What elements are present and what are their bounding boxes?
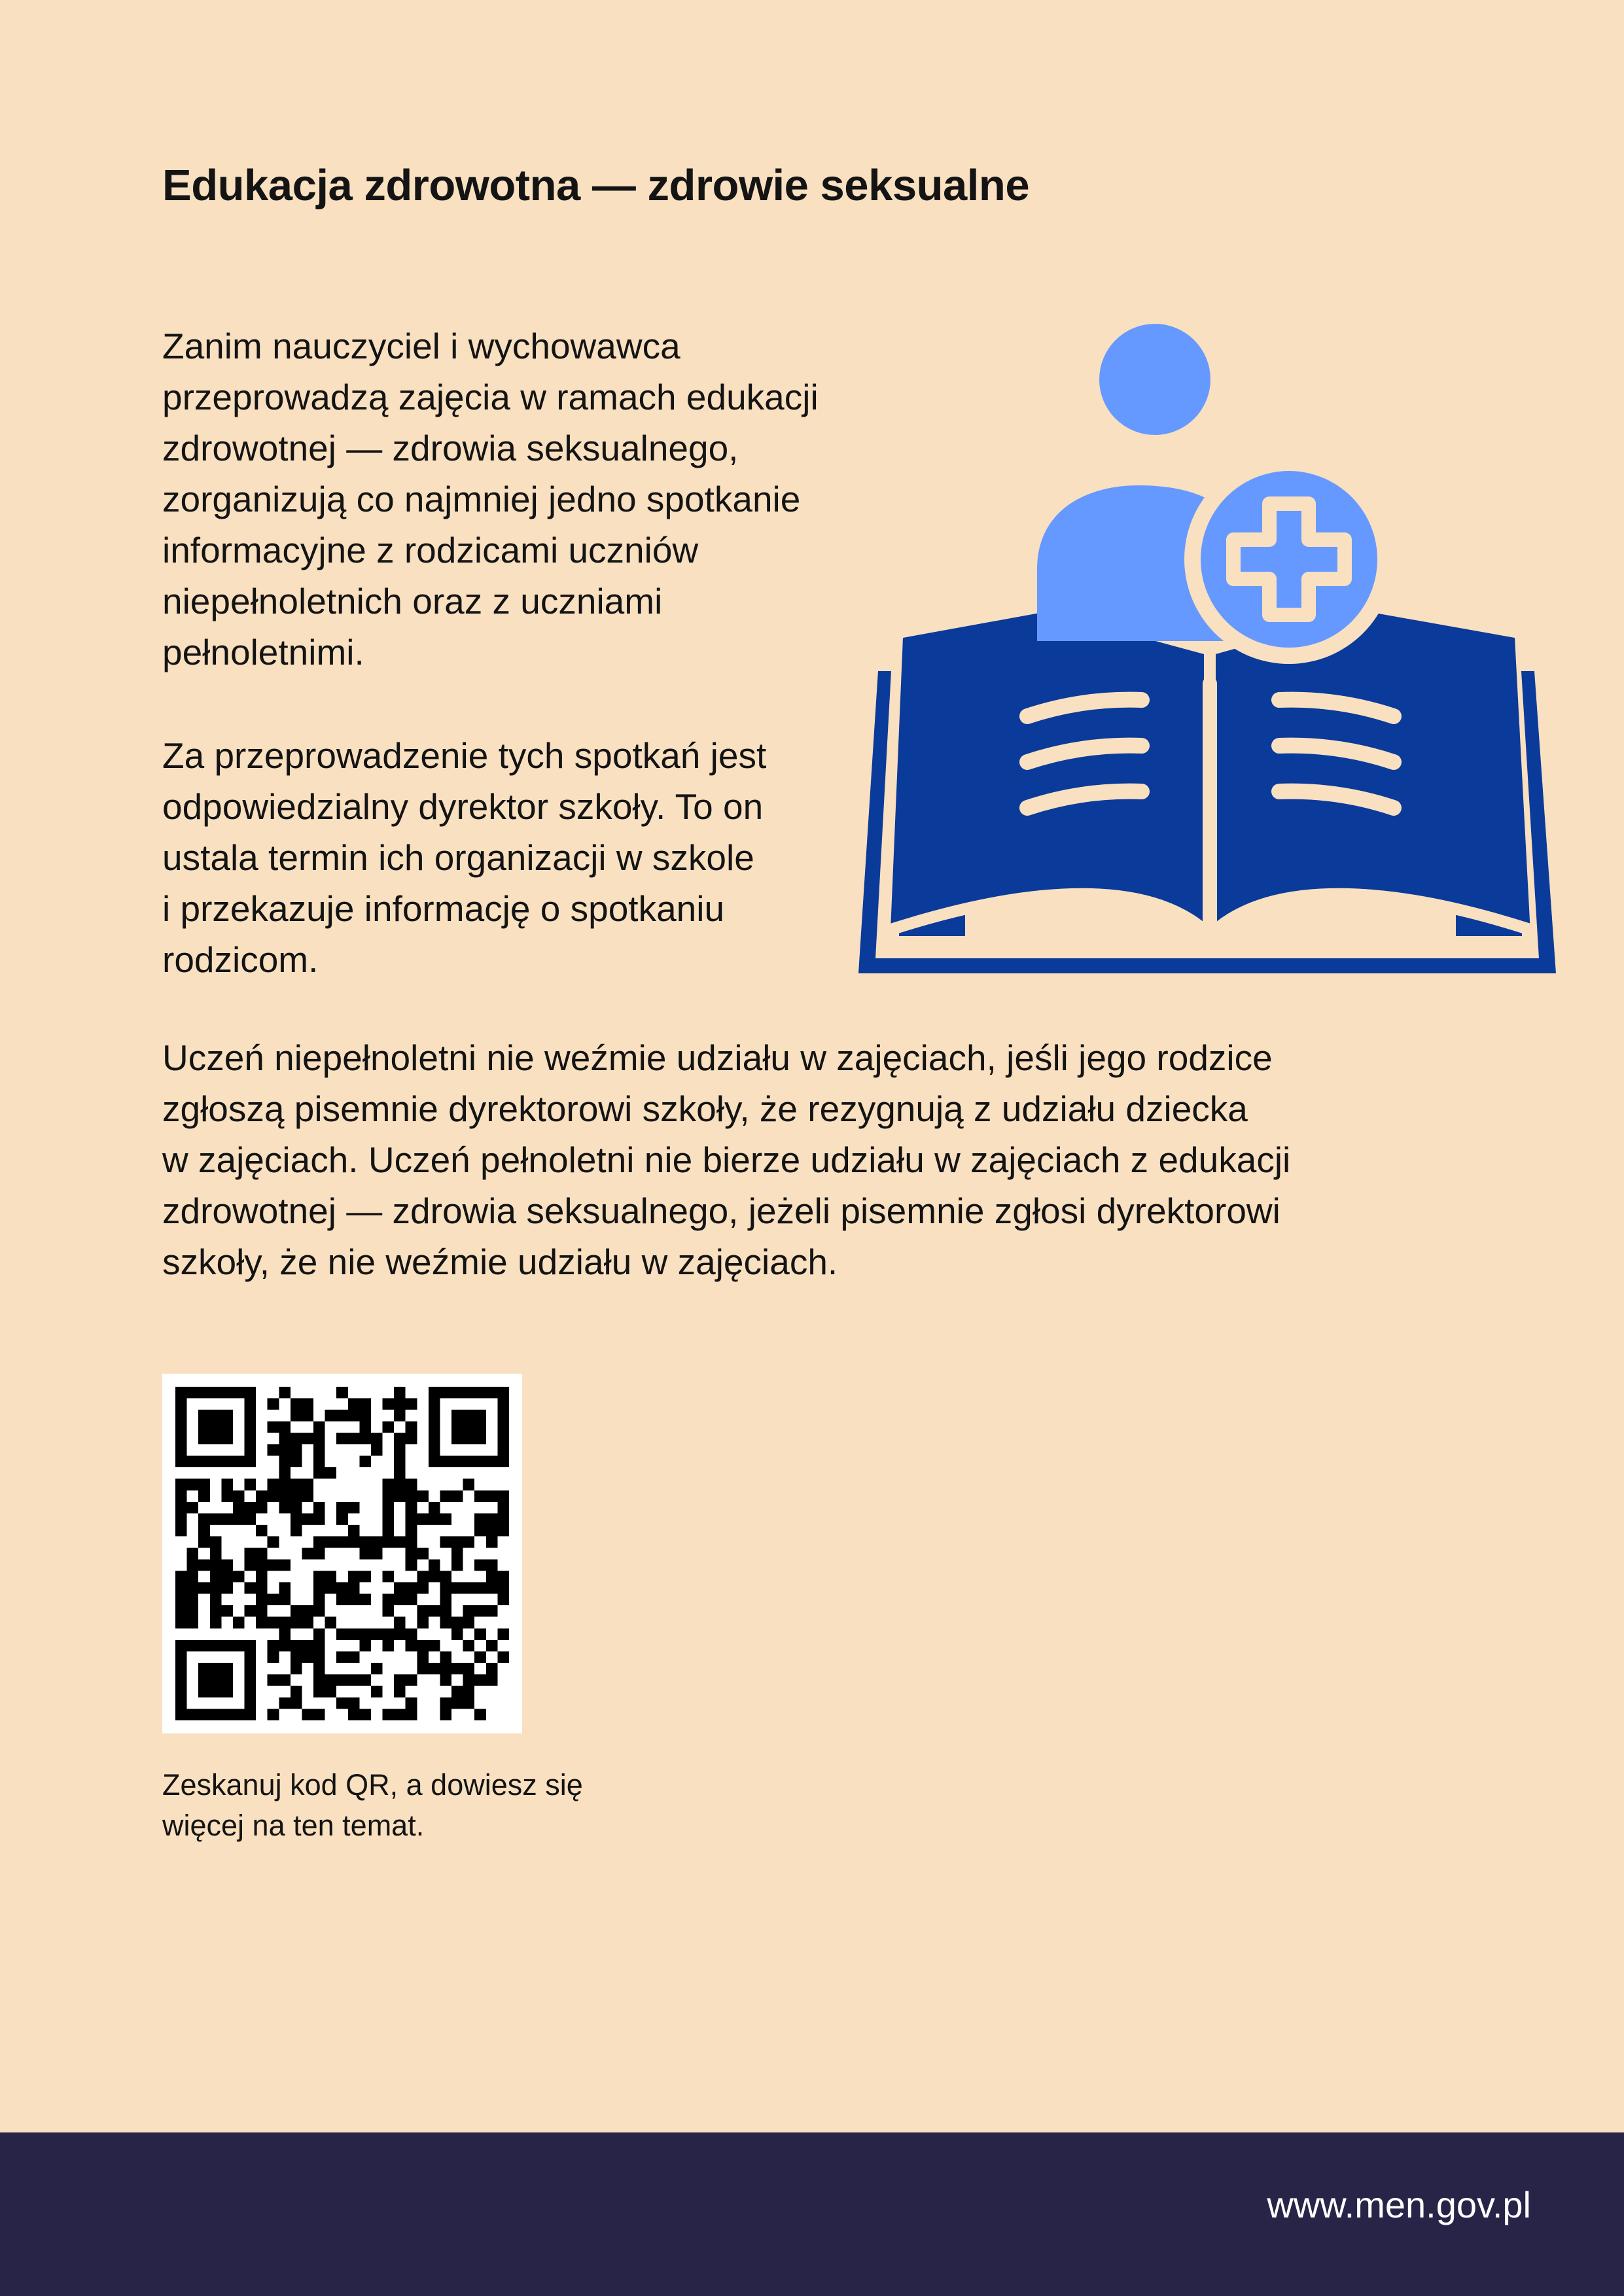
qr-caption <box>162 1765 583 1846</box>
website-link[interactable]: www.men.gov.pl <box>1267 2184 1531 2225</box>
text-line: informacyjne z rodzicami uczniów <box>162 530 699 570</box>
text-line: i przekazuje informację o spotkaniu <box>162 888 725 929</box>
text-line: ustala termin ich organizacji w szkole <box>162 837 754 878</box>
intro-paragraph <box>162 321 819 678</box>
caption-line: Zeskanuj kod QR, a dowiesz się <box>162 1768 583 1801</box>
text-line: zgłoszą pisemnie dyrektorowi szkoły, że rezygnują z udziału dziecka <box>162 1088 1248 1129</box>
text-line: zdrowotnej — zdrowia seksualnego, <box>162 428 739 468</box>
qr-code-icon <box>175 1387 509 1720</box>
text-line: w zajęciach. Uczeń pełnoletni nie bierze udziału w zajęciach z edukacji <box>162 1139 1291 1180</box>
text-line: rodzicom. <box>162 939 319 980</box>
text-line: Za przeprowadzenie tych spotkań jest <box>162 735 767 776</box>
text-line: pełnoletnimi. <box>162 632 364 672</box>
text-line: zorganizują co najmniej jedno spotkanie <box>162 479 801 519</box>
caption-line: więcej na ten temat. <box>162 1809 425 1842</box>
text-line: Uczeń niepełnoletni nie weźmie udziału w zajęciach, jeśli jego rodzice <box>162 1037 1273 1078</box>
text-line: niepełnoletnich oraz z uczniami <box>162 581 663 621</box>
director-paragraph <box>162 730 766 985</box>
participation-paragraph <box>162 1032 1290 1287</box>
footer <box>0 2132 1624 2296</box>
text-line: odpowiedzialny dyrektor szkoły. To on <box>162 786 764 827</box>
book-person-health-icon <box>851 314 1570 981</box>
text-line: szkoły, że nie weźmie udziału w zajęciach. <box>162 1242 838 1282</box>
text-line: zdrowotnej — zdrowia seksualnego, jeżeli pisemnie zgłosi dyrektorowi <box>162 1191 1280 1231</box>
text-line: Zanim nauczyciel i wychowawca <box>162 326 680 366</box>
qr-code[interactable] <box>162 1374 522 1733</box>
page-title: Edukacja zdrowotna — zdrowie seksualne <box>162 161 1030 210</box>
text-line: przeprowadzą zajęcia w ramach edukacji <box>162 377 819 417</box>
